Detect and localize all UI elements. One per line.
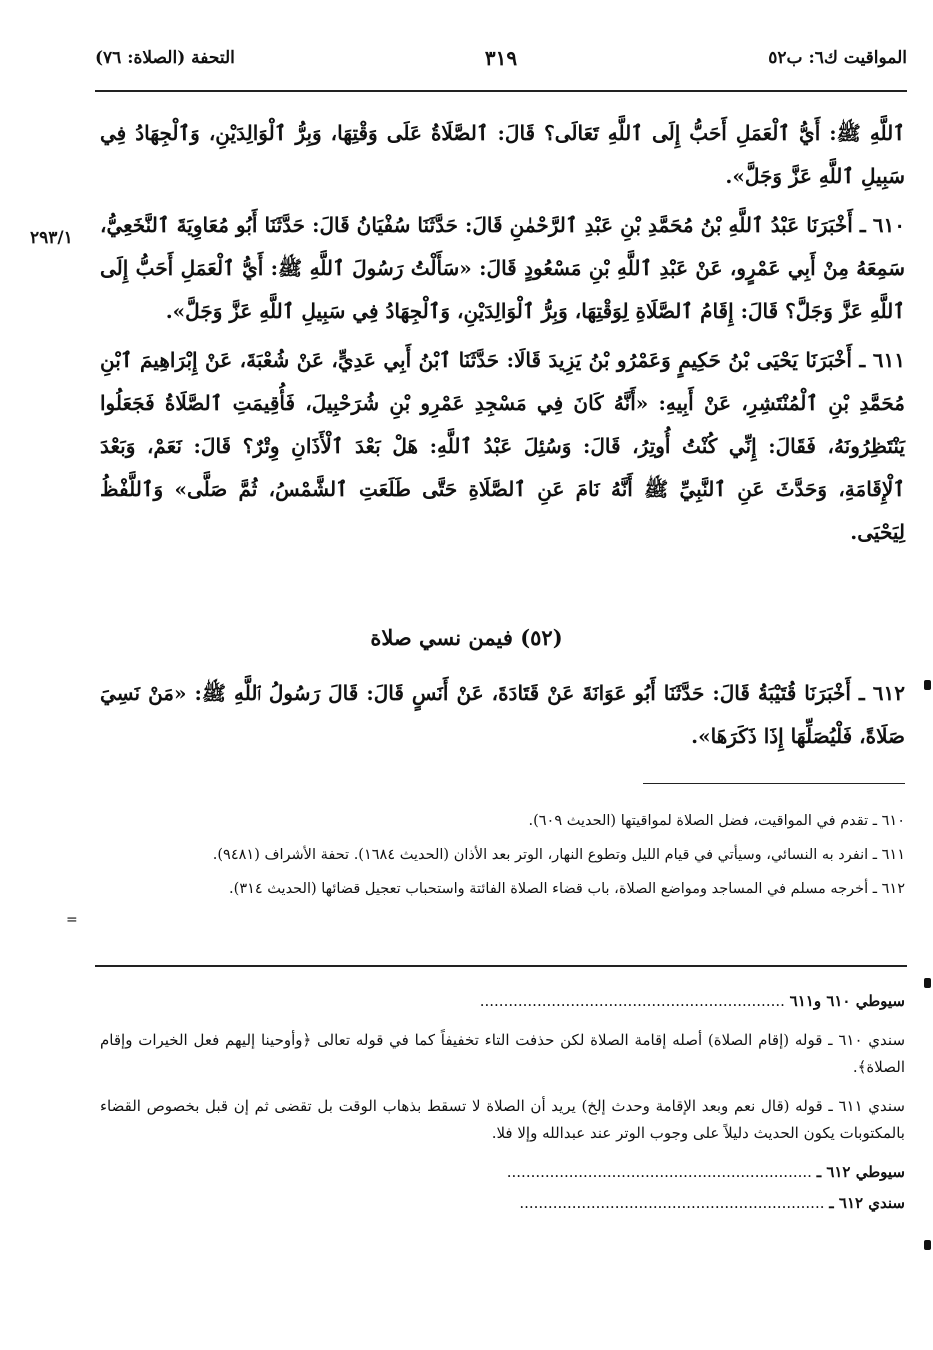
sindi-611: سندي ٦١١ ـ قوله (قال نعم وبعد الإقامة وحدث إلخ) يريد أن الصلاة لا تسقط بذهاب الوقت بل تقضى ثم إن قبل بخصوص القضاء بالمكتوبات يكون الحديث دليلاً على وجوب الوتر عند عبدالله وإلا فلا. bbox=[100, 1097, 906, 1142]
hadith-text-block bbox=[100, 112, 905, 560]
hadith-611: ٦١١ ـ أَخْبَرَنَا يَحْيَى بْنُ حَكِيمٍ وَعَمْرُو بْنُ يَزِيدَ قَالَا: حَدَّثَنَا ٱبْنُ أَبِي عَدِيٍّ، عَنْ شُعْبَةَ، عَنْ إِبْرَاهِيمَ ٱبْنِ مُحَمَّدِ بْنِ ٱلْمُنْتَشِرِ، عَنْ أَبِيهِ: «أَنَّهُ كَانَ فِي مَسْجِدِ عَمْرِو بْنِ شُرَحْبِيلَ، فَأُقِيمَتِ ٱلصَّلَاةُ فَجَعَلُوا يَنْتَظِرُونَهُ، فَقَالَ: إِنِّي كُنْتُ أُوتِرُ، قَالَ: وَسُئِلَ عَبْدُ ٱللَّهِ: هَلْ بَعْدَ ٱلْأَذَانِ وِتْرٌ؟ قَالَ: نَعَمْ، وَبَعْدَ ٱلْإِقَامَةِ، وَحَدَّثَ عَنِ ٱلنَّبِيِّ ﷺ أَنَّهُ نَامَ عَنِ ٱلصَّلَاةِ حَتَّى طَلَعَتِ ٱلشَّمْسُ، ثُمَّ صَلَّى» وَٱللَّفْظُ لِيَحْيَى. bbox=[100, 348, 906, 544]
sindi-612 bbox=[100, 1190, 905, 1217]
scan-edge-mark bbox=[924, 680, 931, 690]
footnote-rule bbox=[643, 783, 905, 784]
dots-leader: ................................................................ bbox=[519, 1194, 825, 1212]
scan-edge-mark bbox=[924, 978, 931, 988]
footnotes bbox=[100, 808, 905, 910]
header-rule bbox=[95, 90, 907, 92]
commentary-rule bbox=[95, 965, 907, 967]
commentary-block bbox=[100, 988, 905, 1229]
dots-leader: ................................................................ bbox=[479, 992, 785, 1010]
continuation-mark: = bbox=[66, 912, 78, 928]
hadith-609-continuation: ٱللَّهِ ﷺ: أَيُّ ٱلْعَمَلِ أَحَبُّ إِلَى ٱللَّهِ تَعَالَى؟ قَالَ: ٱلصَّلَاةُ عَلَى وَقْتِهَا، وَبِرُّ ٱلْوَالِدَيْنِ، وَٱلْجِهَادُ فِي سَبِيلِ ٱللَّهِ عَزَّ وَجَلَّ». bbox=[100, 121, 905, 188]
suyuti-610-611-label: سيوطي ٦١٠ و٦١١ bbox=[789, 992, 905, 1010]
hadith-610: ٦١٠ ـ أَخْبَرَنَا عَبْدُ ٱللَّهِ بْنُ مُحَمَّدِ بْنِ عَبْدِ ٱلرَّحْمٰنِ قَالَ: حَدَّثَنَا سُفْيَانُ قَالَ: حَدَّثَنَا أَبُو مُعَاوِيَةَ ٱلنَّخَعِيُّ، سَمِعَهُ مِنْ أَبِي عَمْرٍو، عَنْ عَبْدِ ٱللَّهِ بْنِ مَسْعُودٍ قَالَ: «سَأَلْتُ رَسُولَ ٱللَّهِ ﷺ: أَيُّ ٱلْعَمَلِ أَحَبُّ إِلَى ٱللَّهِ عَزَّ وَجَلَّ؟ قَالَ: إِقَامُ ٱلصَّلَاةِ لِوَقْتِهَا، وَبِرُّ ٱلْوَالِدَيْنِ، وَٱلْجِهَادُ فِي سَبِيلِ ٱللَّهِ عَزَّ وَجَلَّ». bbox=[100, 213, 906, 323]
page-header bbox=[95, 40, 907, 80]
hadith-612: ٦١٢ ـ أَخْبَرَنَا قُتَيْبَةُ قَالَ: حَدَّثَنَا أَبُو عَوَانَةَ عَنْ قَتَادَةَ، عَنْ أَنَسٍ قَالَ: قَالَ رَسُولُ ٱللَّهِ ﷺ: «مَنْ نَسِيَ صَلَاةً، فَلْيُصَلِّهَا إِذَا ذَكَرَهَا». bbox=[100, 681, 905, 748]
footnote-610: ٦١٠ ـ تقدم في المواقيت، فضل الصلاة لمواقيتها (الحديث ٦٠٩). bbox=[528, 813, 905, 829]
section-title: (٥٢) فيمن نسي صلاة bbox=[370, 625, 563, 650]
header-chapter: المواقيت ك٦: ب٥٢ bbox=[768, 48, 907, 68]
suyuti-612-label: سيوطي ٦١٢ ـ bbox=[816, 1163, 905, 1181]
scan-edge-mark bbox=[924, 1240, 931, 1250]
footnote-612: ٦١٢ ـ أخرجه مسلم في المساجد ومواضع الصلاة، باب قضاء الصلاة الفائتة واستحباب تعجيل قضائها (الحديث ٣١٤). bbox=[229, 881, 905, 897]
dots-leader: ................................................................ bbox=[506, 1163, 812, 1181]
page-number: ٣١٩ bbox=[484, 46, 518, 70]
sindi-612-label: سندي ٦١٢ ـ bbox=[829, 1194, 905, 1212]
suyuti-612 bbox=[100, 1159, 905, 1186]
marginal-reference: ٢٩٣/١ bbox=[30, 228, 73, 248]
sindi-610: سندي ٦١٠ ـ قوله (إقام الصلاة) أصله إقامة الصلاة لكن حذفت التاء تخفيفاً كما في قوله تعالى ﴿وأوحينا إليهم فعل الخيرات وإقام الصلاة﴾. bbox=[100, 1031, 906, 1076]
header-tuhfa-ref: التحفة (الصلاة: ٧٦) bbox=[95, 48, 235, 68]
footnote-611: ٦١١ ـ انفرد به النسائي، وسيأتي في قيام الليل وتطوع النهار، الوتر بعد الأذان (الحديث ١٦٨٤). تحفة الأشراف (٩٤٨١). bbox=[212, 847, 905, 863]
suyuti-610-611 bbox=[100, 988, 905, 1015]
